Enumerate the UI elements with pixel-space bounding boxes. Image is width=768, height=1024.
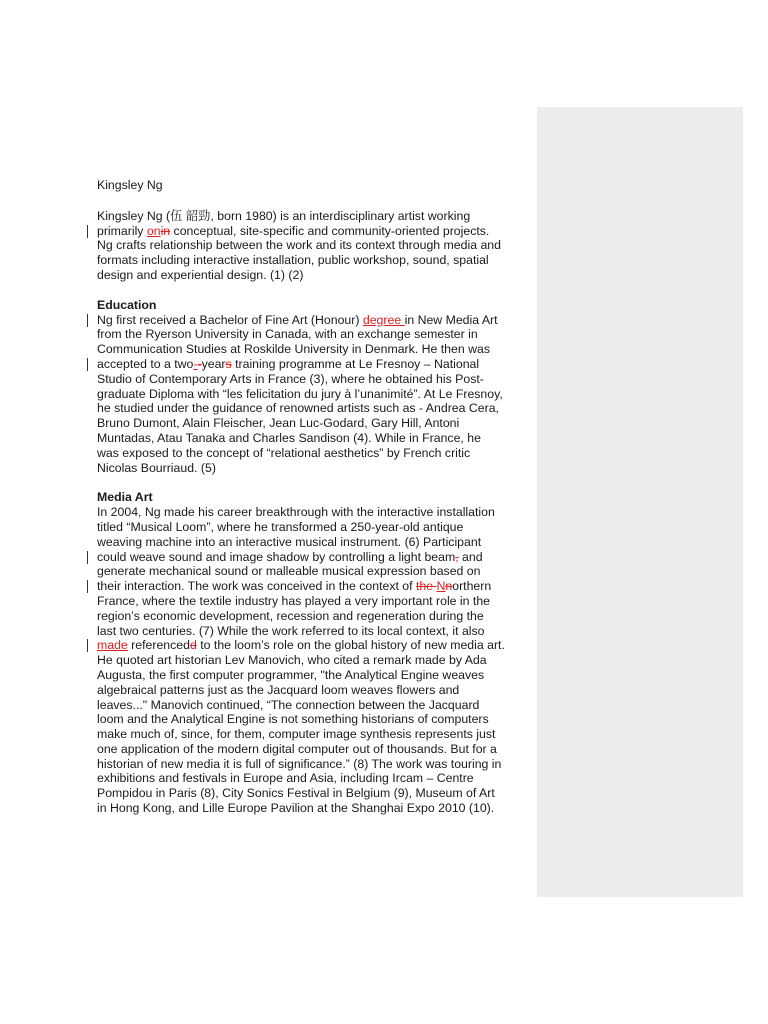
- text-line: accepted to a two--years training programme at Le Fresnoy – National: [97, 357, 527, 372]
- text-line: Kingsley Ng (伍 韶勁, born 1980) is an interdisciplinary artist working: [97, 208, 471, 223]
- text-line: made referencedd to the loom’s role on the global history of new media art.: [97, 638, 527, 653]
- tracked-insertion: on: [146, 223, 161, 238]
- text-line: algebraical patterns just as the Jacquard loom weaves flowers and: [97, 682, 460, 697]
- text-line: could weave sound and image shadow by controlling a light beam, and: [97, 550, 527, 565]
- section-heading-education: Education: [97, 297, 157, 312]
- tracked-deletion: d: [189, 638, 197, 653]
- change-bar: [87, 639, 88, 652]
- tracked-deletion: the: [415, 579, 437, 594]
- text-line: formats including interactive installation, public workshop, sound, spatial: [97, 253, 489, 268]
- text-line: Communication Studies at Roskilde University in Denmark. He then was: [97, 342, 490, 357]
- text-line: in Hong Kong, and Lille Europe Pavilion at the Shanghai Expo 2010 (10).: [97, 801, 495, 816]
- tracked-insertion: made: [97, 638, 128, 653]
- change-bar: [87, 580, 88, 593]
- text-line: Augusta, the first computer programmer, "the Analytical Engine weaves: [97, 667, 485, 682]
- text-line: their interaction. The work was conceived in the context of the Nnorthern: [97, 579, 527, 594]
- text-line: titled “Musical Loom”, where he transformed a 250-year-old antique: [97, 519, 464, 534]
- change-bar: [87, 314, 88, 327]
- text-line: Pompidou in Paris (8), City Sonics Festival in Belgium (9), Museum of Art: [97, 786, 495, 801]
- text-line: primarily onin conceptual, site-specific and community-oriented projects.: [97, 224, 527, 239]
- text-line: region’s economic development, recession and regeneration during the: [97, 608, 484, 623]
- text-line: make much of, since, for them, computer image synthesis represents just: [97, 727, 496, 742]
- change-bar: [87, 551, 88, 564]
- text-line: one application of the modern digital computer out of thousands. But for a: [97, 741, 497, 756]
- text-line: Studio of Contemporary Arts in France (3), where he obtained his Post-: [97, 371, 484, 386]
- education-paragraph: [97, 313, 527, 476]
- text-line: leaves..." Manovich continued, “The connection between the Jacquard: [97, 697, 480, 712]
- text-line: Ng first received a Bachelor of Fine Art (Honour) degree in New Media Art: [97, 313, 527, 328]
- text-line: historian of new media it is full of significance.” (8) The work was touring in: [97, 756, 502, 771]
- text-line: he studied under the guidance of renowned artists such as - Andrea Cera,: [97, 401, 499, 416]
- document-body[interactable]: [97, 178, 527, 816]
- text-line: design and experiential design. (1) (2): [97, 267, 304, 282]
- text-line: last two centuries. (7) While the work referred to its local context, it also: [97, 623, 485, 638]
- text-line: Bruno Dumont, Alain Fleischer, Jean Luc-Godard, Gary Hill, Antoni: [97, 416, 460, 431]
- tracked-insertion: N: [436, 579, 446, 594]
- text-line: was exposed to the concept of “relational aesthetics” by French critic: [97, 445, 471, 460]
- text-line: graduate Diploma with “les felicitation du jury à l’unanimité”. At Le Fresnoy,: [97, 386, 503, 401]
- tracked-insertion: -: [193, 356, 198, 371]
- tracked-deletion: -: [197, 356, 202, 371]
- text-line: from the Ryerson University in Canada, with an exchange semester in: [97, 327, 478, 342]
- text-line: loom and the Analytical Engine is not something historians of computers: [97, 712, 489, 727]
- tracked-insertion: degree: [362, 312, 405, 327]
- section-heading-media-art: Media Art: [97, 490, 153, 505]
- media-art-paragraph: [97, 505, 527, 816]
- text-line: Ng crafts relationship between the work and its context through media and: [97, 238, 501, 253]
- text-line: He quoted art historian Lev Manovich, who cited a remark made by Ada: [97, 653, 487, 668]
- change-bar: [87, 358, 88, 371]
- tracked-deletion: ,: [455, 549, 459, 564]
- change-bar: [87, 225, 88, 238]
- document-title: Kingsley Ng: [97, 178, 163, 192]
- tracked-deletion: in: [160, 223, 171, 238]
- tracked-deletion: n: [445, 579, 453, 594]
- text-line: In 2004, Ng made his career breakthrough with the interactive installation: [97, 505, 495, 520]
- text-line: weaving machine into an interactive musical instrument. (6) Participant: [97, 534, 482, 549]
- tracked-deletion: s: [225, 356, 232, 371]
- comments-pane: [537, 107, 743, 897]
- text-line: Nicolas Bourriaud. (5): [97, 460, 216, 475]
- text-line: France, where the textile industry has played a very important role in the: [97, 593, 491, 608]
- text-line: generate mechanical sound or malleable musical expression based on: [97, 564, 481, 579]
- text-line: Muntadas, Atau Tanaka and Charles Sandison (4). While in France, he: [97, 430, 481, 445]
- text-line: exhibitions and festivals in Europe and Asia, including Ircam – Centre: [97, 771, 474, 786]
- intro-paragraph: [97, 209, 527, 283]
